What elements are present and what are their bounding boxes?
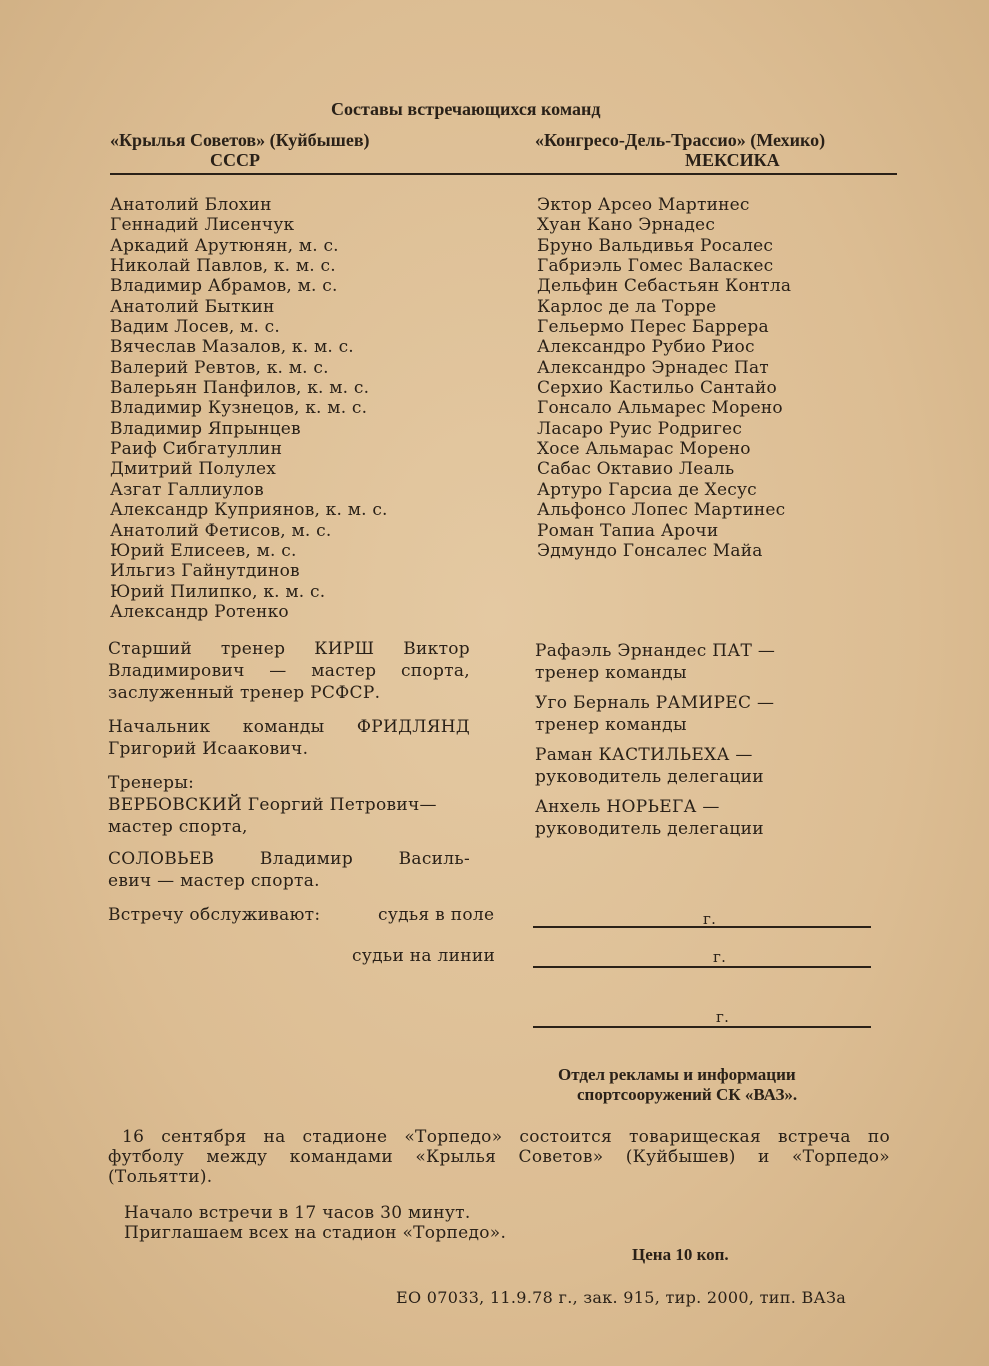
start-time: Начало встречи в 17 часов 30 минут. [124,1203,471,1223]
away-player-list [537,195,791,561]
player-name: Ильгиз Гайнутдинов [110,561,300,582]
staff-entry [535,640,775,684]
publisher-line: Отдел рекламы и информации [558,1065,796,1084]
player-name: Гонсало Альмарес Морено [537,398,783,419]
player-name: Владимир Кузнецов, к. м. с. [110,398,368,419]
player-name: Гельермо Перес Баррера [537,317,769,338]
player-name: Хуан Кано Эрнадес [537,215,716,236]
referee-line-label: судьи на линии [352,946,496,966]
print-imprint: ЕО 07033, 11.9.78 г., зак. 915, тир. 2000, тип. ВАЗа [396,1288,847,1307]
trainer-line: СОЛОВЬЕВ Владимир Василь- [108,849,470,869]
staff-name: Рафаэль Эрнандес ПАТ — [535,641,776,661]
page-heading: Составы встречающихся команд [331,99,601,119]
trainer-line: евич — мастер спорта. [108,871,320,891]
player-name: Анатолий Блохин [110,195,272,215]
player-name: Карлос де ла Торре [537,296,717,317]
player-name: Александр Ротенко [110,601,289,622]
staff-entry [535,692,775,736]
team-chief-line: Григорий Исаакович. [108,739,309,759]
player-name: Юрий Пилипко, к. м. с. [110,581,326,602]
player-name: Бруно Вальдивья Росалес [537,235,774,256]
away-staff [535,640,775,848]
player-name: Александро Рубио Риос [537,337,755,358]
player-name: Сабас Октавио Леаль [537,459,735,480]
player-name: Дельфин Себастьян Контла [537,276,792,297]
staff-entry [535,744,775,788]
invitation: Приглашаем всех на стадион «Торпедо». [124,1223,507,1243]
player-name: Геннадий Лисенчук [110,215,295,236]
player-name: Валерий Ревтов, к. м. с. [110,357,329,378]
staff-role: тренер команды [535,715,687,735]
head-coach-line: Старший тренер КИРШ Виктор [108,639,470,659]
home-player-list [110,195,388,622]
player-name: Валерьян Панфилов, к. м. с. [110,378,370,399]
home-staff [108,638,470,904]
city-abbr: г. [716,1008,730,1026]
player-name: Эктор Арсео Мартинес [537,195,750,215]
team-chief-line: Начальник команды ФРИДЛЯНД [108,717,470,737]
player-name: Александро Эрнадес Пат [537,357,769,378]
player-name: Габриэль Гомес Валаскес [537,256,774,277]
staff-role: тренер команды [535,663,687,683]
player-name: Раиф Сибгатуллин [110,439,283,460]
staff-role: руководитель делегации [535,819,764,839]
player-name: Вадим Лосев, м. с. [110,317,280,338]
player-name: Юрий Елисеев, м. с. [110,540,297,561]
staff-name: Раман КАСТИЛЬЕХА — [535,745,753,765]
staff-entry [535,796,775,840]
announcement-line: футболу между командами «Крылья Советов» (Куйбышев) и «Торпедо» [108,1147,890,1167]
announcement-line: 16 сентября на стадионе «Торпедо» состоится товарищеская встреча по [122,1127,890,1147]
player-name: Анатолий Фетисов, м. с. [110,520,332,541]
player-name: Ласаро Руис Родригес [537,418,743,439]
referee-field-label: судья в поле [378,905,495,925]
player-name: Николай Павлов, к. м. с. [110,256,336,277]
trainer-line: ВЕРБОВСКИЙ Георгий Петрович— [108,795,437,815]
referees-intro: Встречу обслуживают: [108,905,321,925]
trainers-label: Тренеры: [108,773,195,793]
referee-line-blank-2 [533,1026,871,1028]
player-name: Азгат Галлиулов [110,479,264,500]
head-coach-line: заслуженный тренер РСФСР. [108,683,381,703]
away-team-name: «Конгресо-Дель-Трассио» (Мехико) [535,130,826,150]
player-name: Эдмундо Гонсалес Майа [537,540,763,561]
referee-field-blank [533,926,871,928]
player-name: Артуро Гарсиа де Хесус [537,479,757,500]
player-name: Александр Куприянов, к. м. с. [110,500,388,521]
player-name: Аркадий Арутюнян, м. с. [110,235,339,256]
staff-role: руководитель делегации [535,767,764,787]
staff-name: Уго Берналь РАМИРЕС — [535,693,775,713]
player-name: Вячеслав Мазалов, к. м. с. [110,337,354,358]
player-name: Владимир Абрамов, м. с. [110,276,338,297]
player-name: Альфонсо Лопес Мартинес [537,500,786,521]
staff-name: Анхель НОРЬЕГА — [535,797,720,817]
publisher-line: спортсооружений СК «ВАЗ». [577,1085,798,1104]
player-name: Серхио Кастильо Сантайо [537,378,777,399]
away-country: МЕКСИКА [685,150,780,170]
player-name: Хосе Альмарас Морено [537,439,751,460]
trainer-line: мастер спорта, [108,817,248,837]
home-team-name: «Крылья Советов» (Куйбышев) [110,130,370,150]
header-divider [110,173,897,175]
player-name: Роман Тапиа Арочи [537,520,719,541]
announcement-line: (Тольятти). [108,1167,213,1187]
player-name: Дмитрий Полулех [110,459,277,480]
city-abbr: г. [713,948,727,966]
city-abbr: г. [703,910,717,928]
head-coach-line: Владимирович — мастер спорта, [108,661,470,681]
player-name: Анатолий Быткин [110,296,275,317]
price: Цена 10 коп. [632,1245,729,1264]
referee-line-blank-1 [533,966,871,968]
home-country: СССР [210,150,260,170]
player-name: Владимир Япрынцев [110,418,301,439]
